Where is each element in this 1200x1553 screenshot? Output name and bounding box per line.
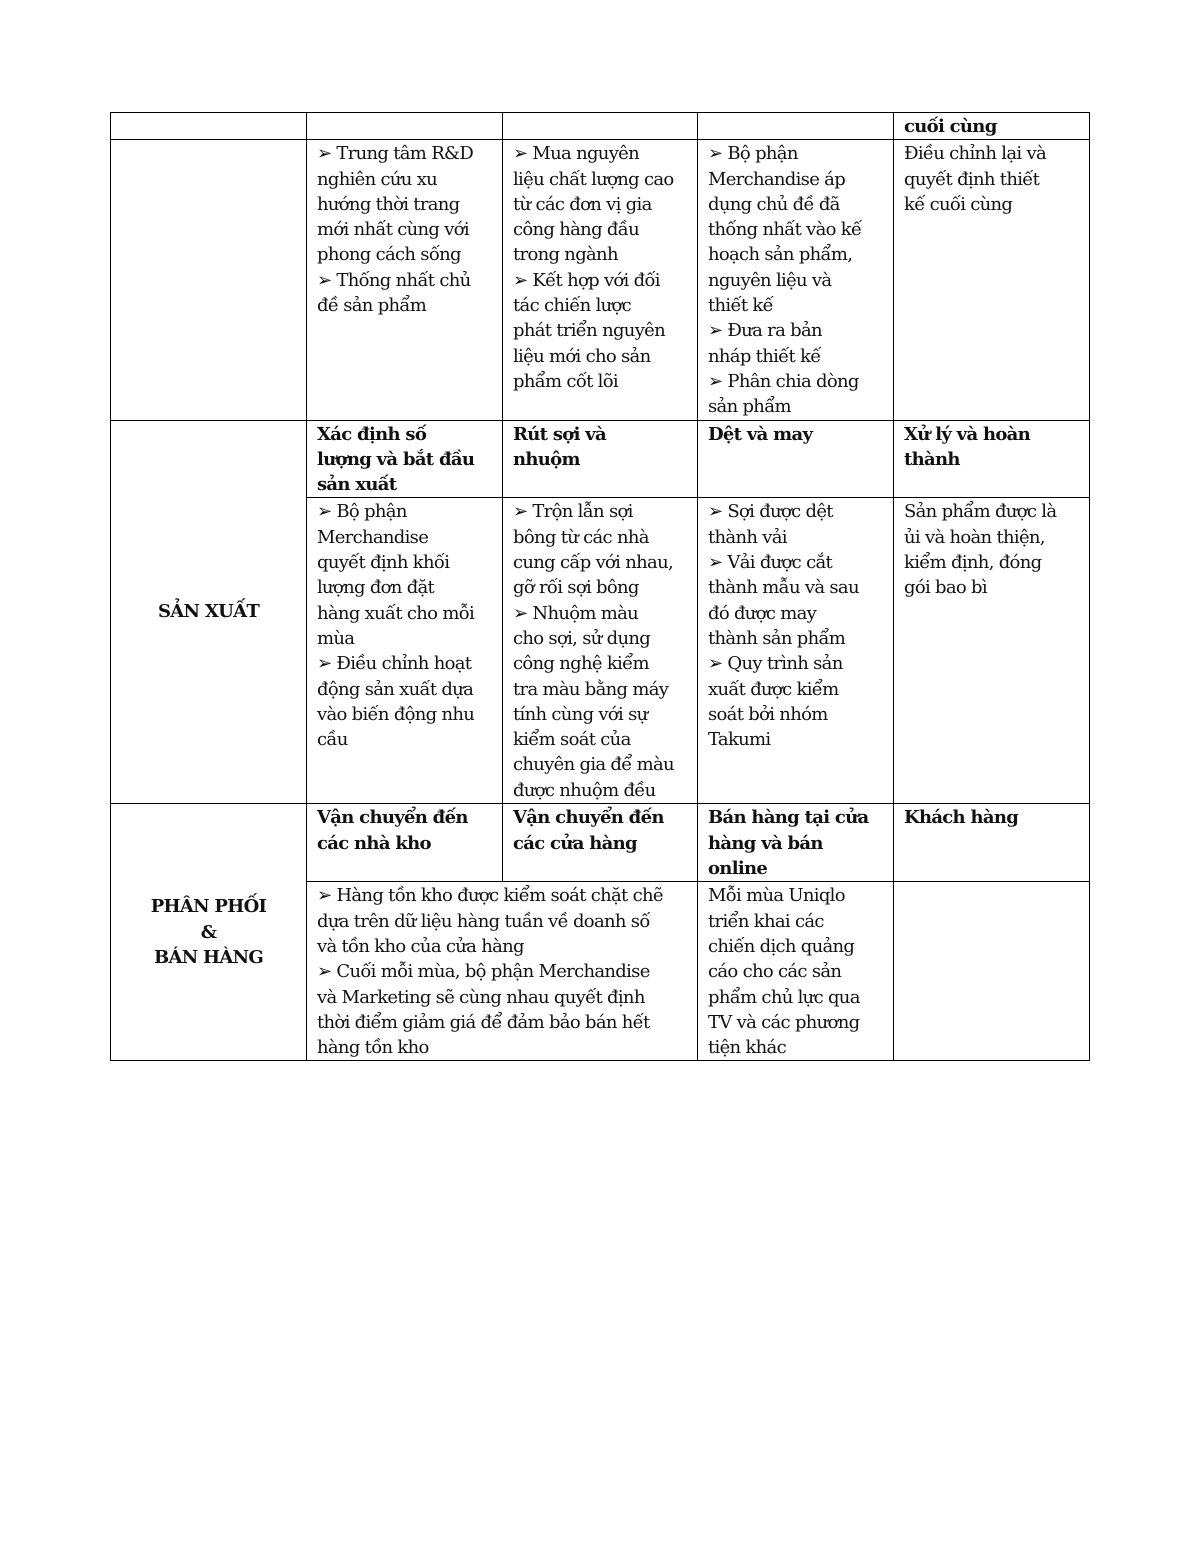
final-decision-cell: Điều chỉnh lại và quyết định thiết kế cuối cùng — [894, 140, 1090, 420]
inventory-control-cell: ➢ Hàng tồn kho được kiểm soát chặt chẽ dựa trên dữ liệu hàng tuần về doanh số và tồn kho của cửa hàng ➢ Cuối mỗi mùa, bộ phận Merchandise và Marketing sẽ cùng nhau quyết định thời điểm giảm giá để đảm bảo bán hết hàng tồn kho — [307, 882, 698, 1061]
stage-header: Bán hàng tại cửa hàng và bán online — [698, 804, 894, 882]
advertising-cell: Mỗi mùa Uniqlo triển khai các chiến dịch quảng cáo cho các sản phẩm chủ lực qua TV và các phương tiện khác — [698, 882, 894, 1061]
stage-header: Rút sợi và nhuộm — [503, 420, 698, 498]
section-label-distribution: PHÂN PHỐI & BÁN HÀNG — [111, 804, 307, 1061]
table-cell — [698, 113, 894, 140]
production-detail-cell: ➢ Trộn lẫn sợi bông từ các nhà cung cấp với nhau, gỡ rối sợi bông ➢ Nhuộm màu cho sợi, sử dụng công nghệ kiểm tra màu bằng máy tính cùng với sự kiểm soát của chuyên gia để màu được nhuộm đều — [503, 498, 698, 804]
material-sourcing-cell: ➢ Mua nguyên liệu chất lượng cao từ các đơn vị gia công hàng đầu trong ngành ➢ Kết hợp với đối tác chiến lược phát triển nguyên liệu mới cho sản phẩm cốt lõi — [503, 140, 698, 420]
table-cell — [111, 113, 307, 140]
table-row — [111, 804, 1090, 882]
customer-detail-cell — [894, 882, 1090, 1061]
table-cell — [111, 140, 307, 420]
stage-header: Vận chuyển đến các nhà kho — [307, 804, 503, 882]
section-label-production: SẢN XUẤT — [111, 420, 307, 804]
design-research-cell: ➢ Trung tâm R&D nghiên cứu xu hướng thời trang mới nhất cùng với phong cách sống ➢ Thống nhất chủ đề sản phẩm — [307, 140, 503, 420]
stage-header: Dệt và may — [698, 420, 894, 498]
merchandise-planning-cell: ➢ Bộ phận Merchandise áp dụng chủ đề đã thống nhất vào kế hoạch sản phẩm, nguyên liệu và thiết kế ➢ Đưa ra bản nháp thiết kế ➢ Phân chia dòng sản phẩm — [698, 140, 894, 420]
stage-header: Vận chuyển đến các cửa hàng — [503, 804, 698, 882]
production-detail-cell: Sản phẩm được là ủi và hoàn thiện, kiểm định, đóng gói bao bì — [894, 498, 1090, 804]
table-cell — [503, 113, 698, 140]
table-row — [111, 420, 1090, 498]
stage-header: Khách hàng — [894, 804, 1090, 882]
table-row — [111, 140, 1090, 420]
stage-header: Xử lý và hoàn thành — [894, 420, 1090, 498]
process-table — [110, 112, 1090, 1061]
table-row — [111, 113, 1090, 140]
production-detail-cell: ➢ Sợi được dệt thành vải ➢ Vải được cắt thành mẫu và sau đó được may thành sản phẩm ➢ Quy trình sản xuất được kiểm soát bởi nhóm Takumi — [698, 498, 894, 804]
final-decision-header-tail: cuối cùng — [894, 113, 1090, 140]
table-cell — [307, 113, 503, 140]
stage-header: Xác định số lượng và bắt đầu sản xuất — [307, 420, 503, 498]
production-detail-cell: ➢ Bộ phận Merchandise quyết định khối lượng đơn đặt hàng xuất cho mỗi mùa ➢ Điều chỉnh hoạt động sản xuất dựa vào biến động nhu cầu — [307, 498, 503, 804]
